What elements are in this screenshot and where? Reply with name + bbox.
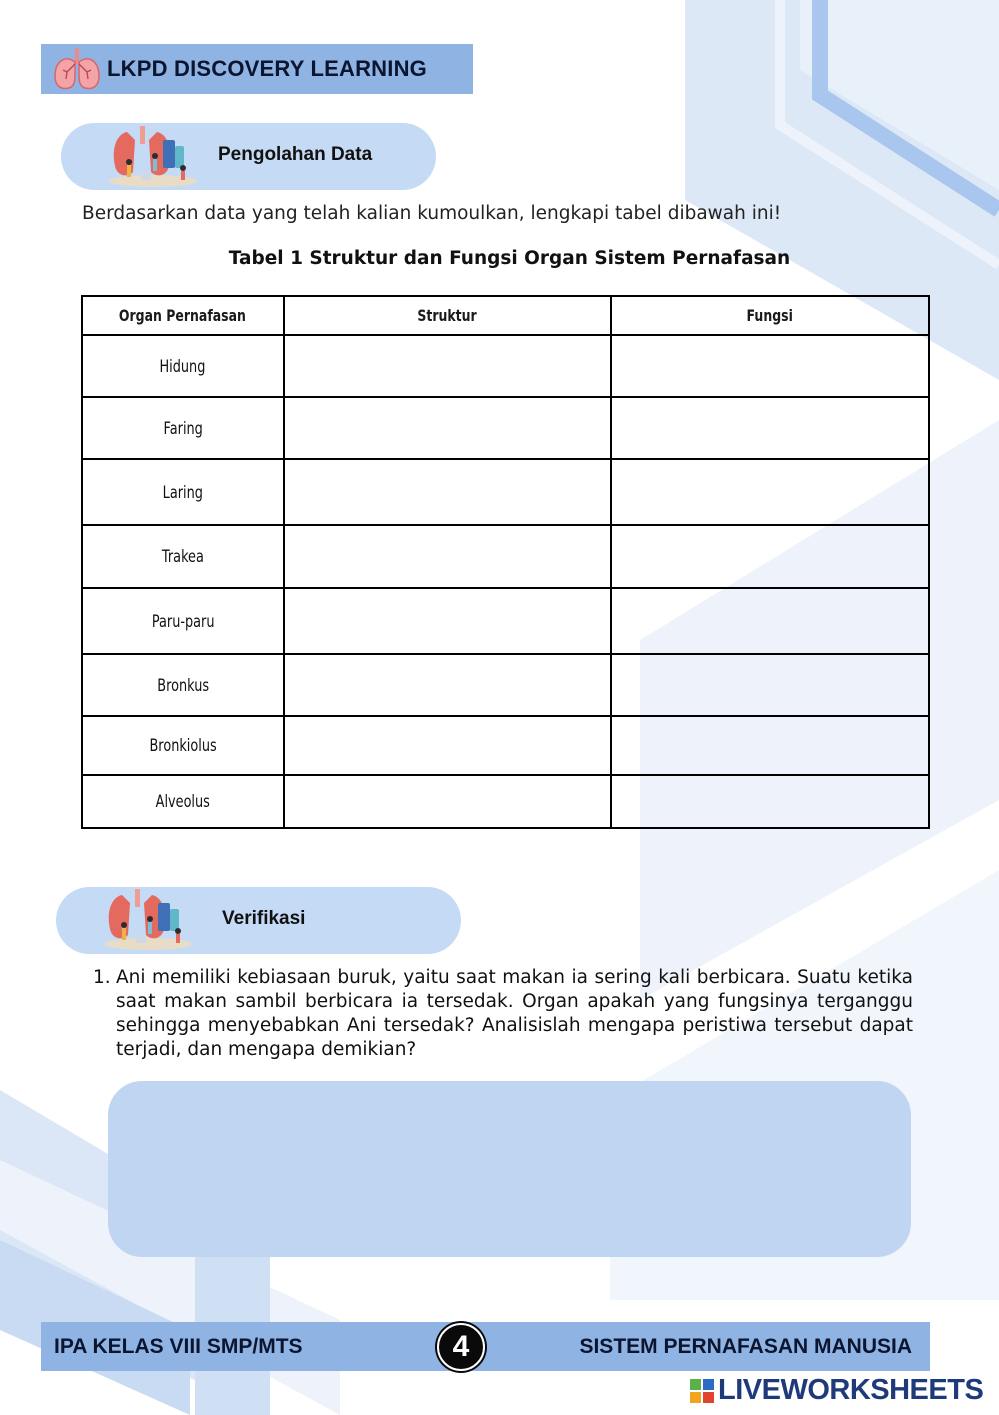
table-row [82, 654, 929, 716]
table-row [82, 397, 929, 459]
table-header-organ: Organ Pernafasan [82, 296, 284, 335]
organ-name: Trakea [82, 525, 284, 588]
section-title-verifikasi: Verifikasi [222, 908, 306, 929]
table-header-struktur: Struktur [284, 296, 611, 335]
struktur-cell[interactable] [284, 588, 611, 654]
header-title: LKPD DISCOVERY LEARNING [107, 56, 427, 81]
header-bar [41, 44, 473, 94]
table-caption: Tabel 1 Struktur dan Fungsi Organ Sistem Pernafasan [228, 248, 791, 269]
lungs-people-illustration [105, 126, 201, 188]
section-title-pengolahan: Pengolahan Data [218, 144, 373, 165]
fungsi-cell[interactable] [611, 525, 929, 588]
answer-box[interactable] [108, 1081, 911, 1257]
organ-name: Paru-paru [82, 588, 284, 654]
struktur-cell[interactable] [284, 716, 611, 775]
fungsi-cell[interactable] [611, 775, 929, 828]
organ-name: Bronkiolus [82, 716, 284, 775]
struktur-cell[interactable] [284, 775, 611, 828]
fungsi-cell[interactable] [611, 588, 929, 654]
question-number: 1. [93, 967, 111, 988]
table-row [82, 459, 929, 525]
table-row [82, 716, 929, 775]
page-number: 4 [437, 1323, 485, 1371]
table-row [82, 335, 929, 397]
table-row [82, 588, 929, 654]
table-row [82, 775, 929, 828]
section-pengolahan-data [61, 123, 436, 190]
table-header-fungsi: Fungsi [611, 296, 929, 335]
table-row [82, 525, 929, 588]
organ-name: Faring [82, 397, 284, 459]
struktur-cell[interactable] [284, 459, 611, 525]
intro-text: Berdasarkan data yang telah kalian kumoulkan, lengkapi tabel dibawah ini! [82, 203, 782, 224]
struktur-cell[interactable] [284, 397, 611, 459]
organ-name: Hidung [82, 335, 284, 397]
fungsi-cell[interactable] [611, 654, 929, 716]
footer-bar [41, 1322, 930, 1371]
question-text: Ani memiliki kebiasaan buruk, yaitu saat makan ia sering kali berbicara. Suatu ketika saat makan sambil berbicara ia tersedak. Organ apakah yang fungsinya terganggu sehingga menyebabkan Ani tersedak? Analisislah mengapa peristiwa tersebut dapat terjadi, dan mengapa demikian? [116, 967, 913, 1060]
lungs-people-illustration [100, 889, 196, 951]
section-verifikasi [56, 887, 461, 954]
brand-name: LIVEWORKSHEETS [718, 1374, 984, 1406]
question-1 [93, 966, 913, 1062]
fungsi-cell[interactable] [611, 716, 929, 775]
fungsi-cell[interactable] [611, 397, 929, 459]
struktur-cell[interactable] [284, 525, 611, 588]
organ-name: Alveolus [82, 775, 284, 828]
struktur-cell[interactable] [284, 654, 611, 716]
organ-name: Laring [82, 459, 284, 525]
footer-topic: SISTEM PERNAFASAN MANUSIA [579, 1335, 912, 1358]
fungsi-cell[interactable] [611, 459, 929, 525]
struktur-cell[interactable] [284, 335, 611, 397]
footer-subject: IPA KELAS VIII SMP/MTS [54, 1335, 303, 1358]
fungsi-cell[interactable] [611, 335, 929, 397]
table-header-row [82, 296, 929, 335]
organ-name: Bronkus [82, 654, 284, 716]
organ-table [81, 295, 930, 829]
lungs-icon [51, 46, 103, 92]
liveworksheets-logo-icon [690, 1379, 714, 1403]
